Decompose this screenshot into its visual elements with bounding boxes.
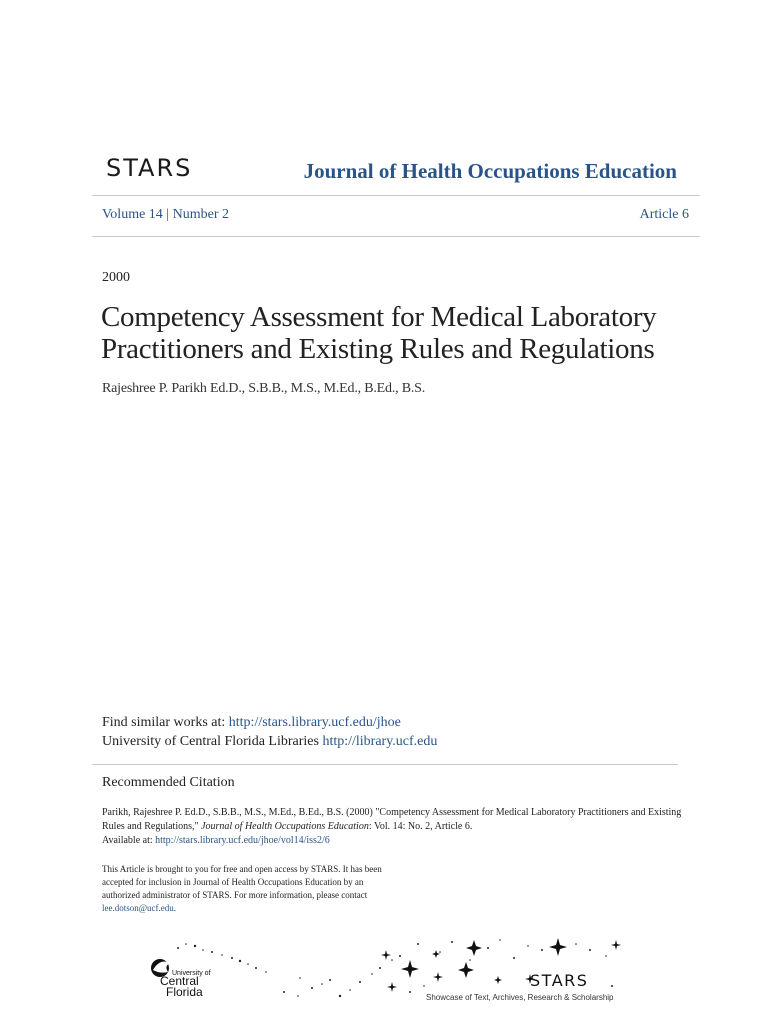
stars-logo: STARS — [106, 154, 193, 182]
libraries-label: University of Central Florida Libraries — [102, 734, 323, 749]
notice-end: . — [173, 903, 177, 913]
available-label: Available at: — [102, 835, 156, 846]
article-number-link[interactable]: Article 6 — [639, 207, 689, 222]
notice-text: This Article is brought to you for free and open access by STARS. It has been accepted for inclusion in Journal of Health Occupations Education by an authorized administrator of STARS. For more information, please contact — [102, 864, 382, 900]
journal-title[interactable]: Journal of Health Occupations Education — [303, 159, 677, 183]
recommended-citation-heading: Recommended Citation — [102, 775, 235, 790]
publication-year: 2000 — [102, 270, 130, 285]
citation-text — [102, 806, 682, 848]
open-access-notice — [102, 863, 402, 915]
footer-branding — [0, 930, 768, 1010]
find-similar-line — [102, 713, 437, 732]
article-author: Rajeshree P. Parikh Ed.D., S.B.B., M.S., M.Ed., B.Ed., B.S. — [102, 381, 426, 396]
citation-part2: : Vol. 14: No. 2, Article 6. — [368, 821, 473, 832]
citation-journal: Journal of Health Occupations Education — [201, 821, 369, 832]
ucf-line1: University of — [172, 970, 211, 977]
volume-number-link[interactable]: Volume 14 | Number 2 — [102, 207, 229, 222]
footer-starfield — [0, 930, 768, 1010]
find-similar-block — [102, 713, 437, 751]
citation-rule — [92, 764, 678, 765]
contact-email-link[interactable]: lee.dotson@ucf.edu — [102, 903, 174, 913]
citation-part1: Parikh, Rajeshree P. Ed.D., S.B.B., M.S., M.Ed., B.Ed., B.S. (2000) "Competency Assessment for Medical Laboratory Practitioners and Existing Rules and Regulations," — [102, 807, 682, 832]
libraries-link[interactable]: http://library.ucf.edu — [322, 734, 438, 749]
ucf-line2: Central — [160, 974, 199, 988]
footer-tagline: Showcase of Text, Archives, Research & Scholarship — [426, 993, 614, 1002]
similar-works-link[interactable]: http://stars.library.ucf.edu/jhoe — [228, 715, 401, 730]
header-rule-top — [92, 195, 700, 196]
footer-stars-logo: STARS — [530, 971, 589, 990]
article-title: Competency Assessment for Medical Laboratory Practitioners and Existing Rules and Regulations — [101, 301, 657, 365]
ucf-line3: Florida — [166, 985, 203, 999]
available-link[interactable]: http://stars.library.ucf.edu/jhoe/vol14/iss2/6 — [155, 835, 330, 846]
find-similar-label: Find similar works at: — [102, 715, 229, 730]
header-rule-bottom — [92, 236, 700, 237]
libraries-line — [102, 732, 437, 751]
